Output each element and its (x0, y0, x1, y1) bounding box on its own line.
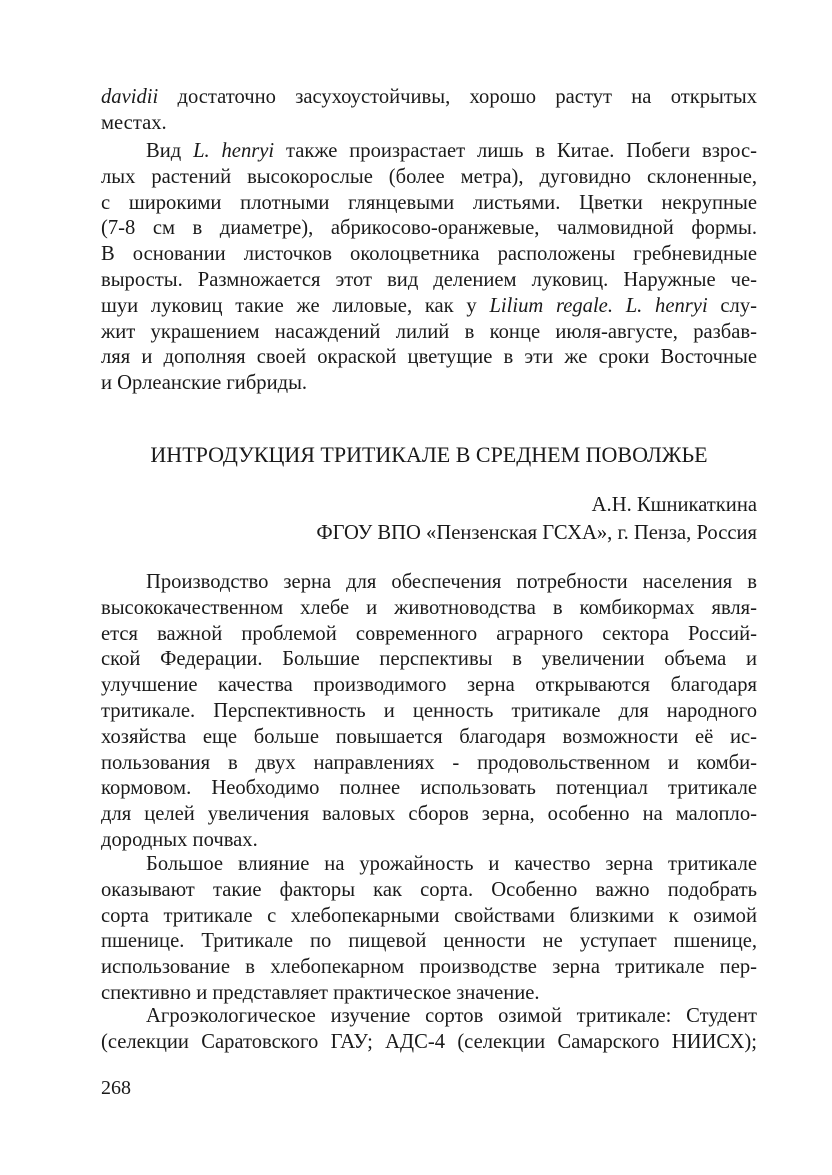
study-paragraph (101, 1004, 757, 1056)
text-line: кормовом. Необходимо полнее использовать потенциал тритикале (101, 777, 757, 800)
text-line: сорта тритикале с хлебопекарными свойствами близкими к озимой (101, 904, 757, 927)
article-title: ИНТРОДУКЦИЯ ТРИТИКАЛЕ В СРЕДНЕМ ПОВОЛЖЬЕ (150, 442, 708, 467)
author-affiliation: ФГОУ ВПО «Пензенская ГСХА», г. Пенза, Россия (316, 522, 757, 544)
text-segment: также произрастает лишь в Китае. Побеги взрос- (274, 140, 757, 162)
intro-paragraph (101, 570, 757, 854)
text-line: Производство зерна для обеспечения потребности населения в (146, 571, 757, 593)
text-line: местах. (101, 111, 167, 134)
text-line: ской Федерации. Большие перспективы в увеличении объема и (101, 648, 757, 671)
text-line: пшенице. Тритикале по пищевой ценности не уступает пшенице, (101, 930, 757, 953)
author-name: А.Н. Кшникаткина (591, 494, 757, 516)
text-segment: Вид (146, 140, 194, 162)
text-line: оказывают такие факторы как сорта. Особенно важно подобрать (101, 878, 757, 901)
text-line: пользования в двух направлениях - продовольственном и комби- (101, 751, 757, 774)
text-segment: слу- (707, 294, 757, 317)
text-line: улучшение качества производимого зерна открываются благодаря (101, 674, 757, 697)
text-line: Агроэкологическое изучение сортов озимой тритикале: Студент (146, 1005, 757, 1027)
text-segment: достаточно засухоустойчивы, хорошо растут на открытых (158, 86, 757, 108)
text-line: В основании листочков околоцветника расположены гребневидные (101, 243, 757, 266)
text-line: тритикале. Перспективность и ценность тритикале для народного (101, 699, 757, 722)
factors-paragraph (101, 852, 757, 1007)
text-line: жит украшением насаждений лилий в конце июля-августе, разбав- (101, 320, 757, 343)
text-line: хозяйства еще больше повышается благодаря возможности её ис- (101, 725, 757, 748)
text-line: лых растений высокорослые (более метра), дуговидно склоненные, (101, 165, 757, 188)
species-name: davidii (101, 86, 159, 108)
text-line: (селекции Саратовского ГАУ; АДС-4 (селекции Самарского НИИСХ); (101, 1030, 757, 1053)
text-line: и Орлеанские гибриды. (101, 372, 308, 395)
text-line: Большое влияние на урожайность и качество зерна тритикале (146, 853, 757, 875)
text-segment: шуи луковиц такие же лиловые, как у (101, 294, 490, 317)
text-line: с широкими плотными глянцевыми листьями. Цветки некрупные (101, 191, 757, 214)
text-line: (7-8 см в диаметре), абрикосово-оранжевые, чалмовидной формы. (101, 217, 757, 240)
species-name: Lilium regale. L. henryi (489, 294, 708, 317)
henryi-paragraph (101, 139, 757, 397)
text-line (101, 294, 757, 320)
text-line: высококачественном хлебе и животноводства в комбикормах явля- (101, 596, 757, 619)
page-number: 268 (101, 1077, 131, 1099)
text-line: для целей увеличения валовых сборов зерна, особенно на малопло- (101, 803, 757, 826)
text-line (101, 139, 757, 165)
text-line: выросты. Размножается этот вид делением луковиц. Наружные че- (101, 268, 757, 291)
text-line: дородных почвах. (101, 828, 258, 851)
fragment-paragraph (101, 85, 757, 137)
text-line: ется важной проблемой современного аграрного сектора Россий- (101, 622, 757, 645)
text-line (101, 85, 757, 111)
text-line: спективно и представляет практическое значение. (101, 981, 540, 1004)
text-line: использование в хлебопекарном производстве зерна тритикале пер- (101, 956, 757, 979)
text-line: ляя и дополняя своей окраской цветущие в эти же сроки Восточные (101, 346, 757, 369)
species-name: L. henryi (193, 140, 275, 162)
